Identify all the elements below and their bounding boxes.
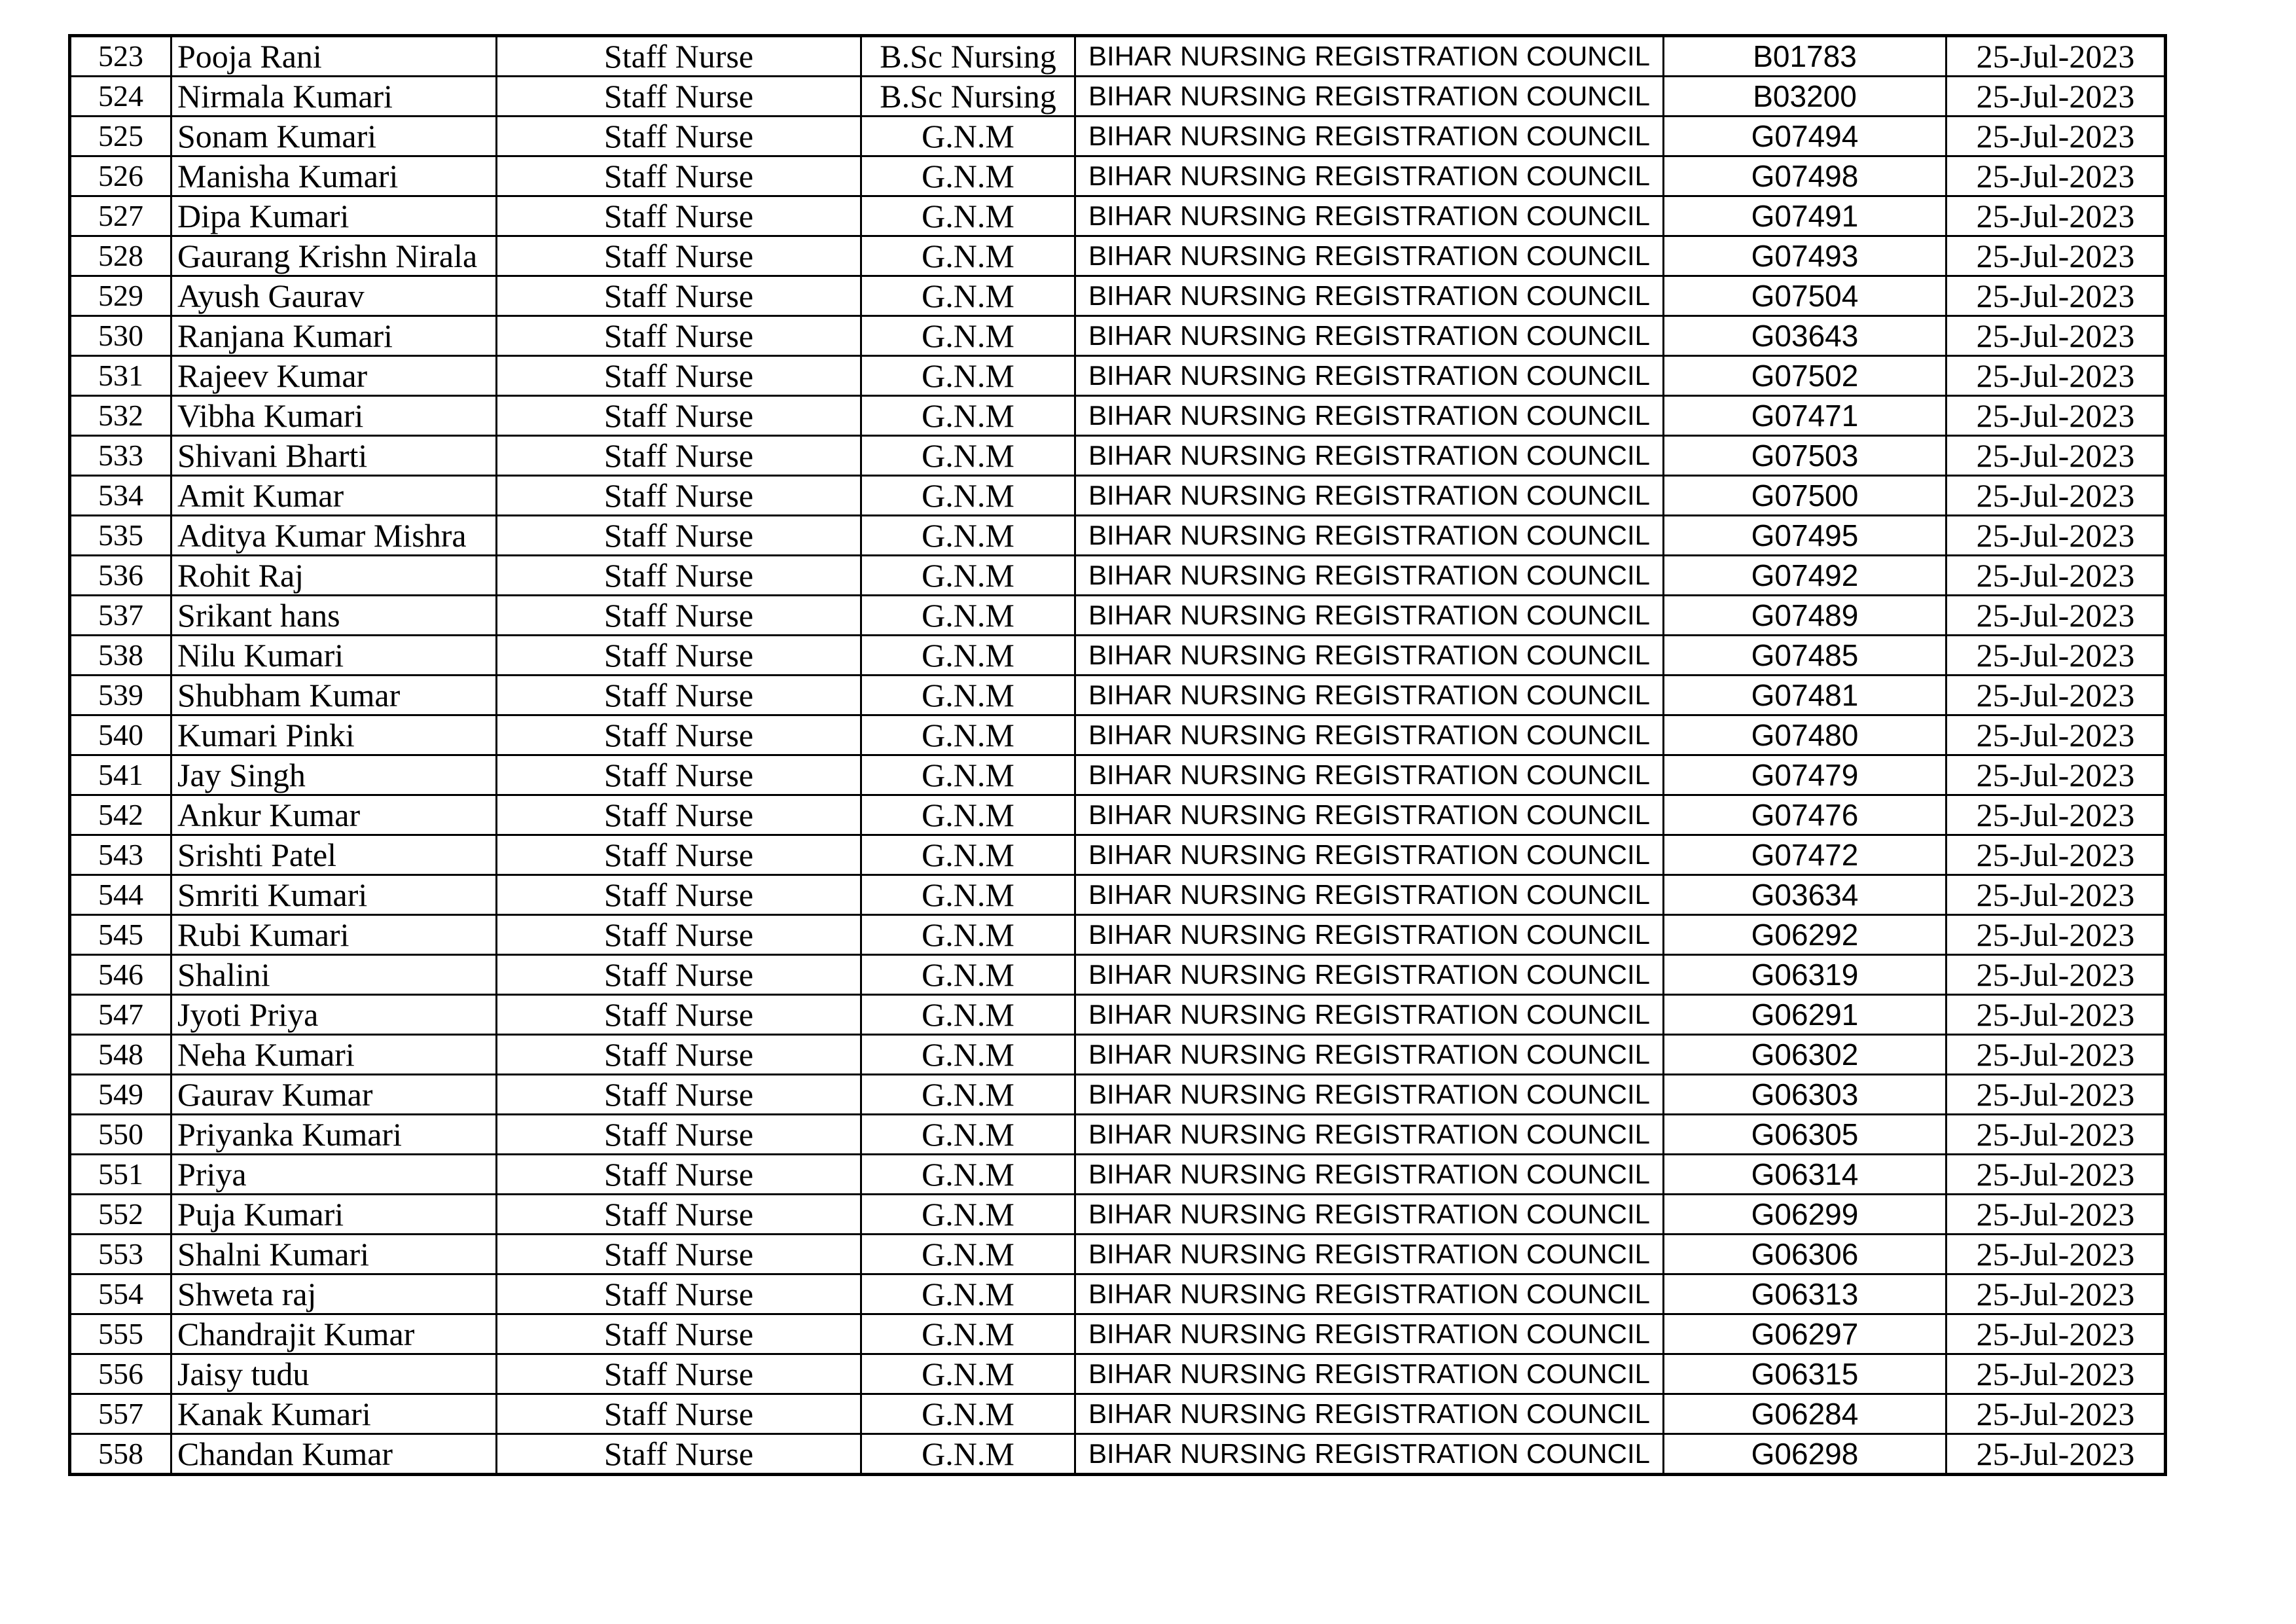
- table-row: [70, 117, 2166, 156]
- registration-number-cell: B01783: [1664, 36, 1946, 77]
- table-row: [70, 436, 2166, 476]
- council-cell: BIHAR NURSING REGISTRATION COUNCIL: [1075, 316, 1664, 356]
- date-cell: 25-Jul-2023: [1946, 755, 2166, 795]
- name-cell: Shalini: [171, 955, 497, 995]
- council-cell: BIHAR NURSING REGISTRATION COUNCIL: [1075, 1394, 1664, 1434]
- qualification-cell: G.N.M: [861, 715, 1075, 755]
- registration-number-cell: G06297: [1664, 1314, 1946, 1354]
- table-row: [70, 755, 2166, 795]
- name-cell: Dipa Kumari: [171, 196, 497, 236]
- table-row: [70, 636, 2166, 676]
- qualification-cell: G.N.M: [861, 556, 1075, 596]
- council-cell: BIHAR NURSING REGISTRATION COUNCIL: [1075, 955, 1664, 995]
- council-cell: BIHAR NURSING REGISTRATION COUNCIL: [1075, 1314, 1664, 1354]
- council-cell: BIHAR NURSING REGISTRATION COUNCIL: [1075, 476, 1664, 516]
- qualification-cell: G.N.M: [861, 1354, 1075, 1394]
- serial-number-cell: 550: [70, 1115, 171, 1155]
- name-cell: Amit Kumar: [171, 476, 497, 516]
- qualification-cell: G.N.M: [861, 915, 1075, 955]
- qualification-cell: G.N.M: [861, 875, 1075, 915]
- registration-number-cell: G03643: [1664, 316, 1946, 356]
- post-cell: Staff Nurse: [497, 875, 861, 915]
- name-cell: Shubham Kumar: [171, 676, 497, 715]
- qualification-cell: B.Sc Nursing: [861, 77, 1075, 117]
- name-cell: Rohit Raj: [171, 556, 497, 596]
- name-cell: Jay Singh: [171, 755, 497, 795]
- table-row: [70, 875, 2166, 915]
- registration-number-cell: G07494: [1664, 117, 1946, 156]
- name-cell: Kumari Pinki: [171, 715, 497, 755]
- serial-number-cell: 547: [70, 995, 171, 1035]
- name-cell: Chandan Kumar: [171, 1434, 497, 1475]
- registration-number-cell: G07502: [1664, 356, 1946, 396]
- council-cell: BIHAR NURSING REGISTRATION COUNCIL: [1075, 1235, 1664, 1274]
- council-cell: BIHAR NURSING REGISTRATION COUNCIL: [1075, 1274, 1664, 1314]
- council-cell: BIHAR NURSING REGISTRATION COUNCIL: [1075, 1434, 1664, 1475]
- qualification-cell: G.N.M: [861, 156, 1075, 196]
- qualification-cell: G.N.M: [861, 1314, 1075, 1354]
- council-cell: BIHAR NURSING REGISTRATION COUNCIL: [1075, 276, 1664, 316]
- table-row: [70, 516, 2166, 556]
- council-cell: BIHAR NURSING REGISTRATION COUNCIL: [1075, 156, 1664, 196]
- table-row: [70, 556, 2166, 596]
- name-cell: Gaurav Kumar: [171, 1075, 497, 1115]
- table-row: [70, 1155, 2166, 1195]
- table-row: [70, 316, 2166, 356]
- registration-number-cell: G07500: [1664, 476, 1946, 516]
- serial-number-cell: 543: [70, 835, 171, 875]
- date-cell: 25-Jul-2023: [1946, 1354, 2166, 1394]
- registration-number-cell: G06292: [1664, 915, 1946, 955]
- serial-number-cell: 557: [70, 1394, 171, 1434]
- name-cell: Shivani Bharti: [171, 436, 497, 476]
- post-cell: Staff Nurse: [497, 316, 861, 356]
- date-cell: 25-Jul-2023: [1946, 955, 2166, 995]
- council-cell: BIHAR NURSING REGISTRATION COUNCIL: [1075, 236, 1664, 276]
- date-cell: 25-Jul-2023: [1946, 1115, 2166, 1155]
- council-cell: BIHAR NURSING REGISTRATION COUNCIL: [1075, 1115, 1664, 1155]
- post-cell: Staff Nurse: [497, 755, 861, 795]
- table-row: [70, 835, 2166, 875]
- qualification-cell: G.N.M: [861, 596, 1075, 636]
- name-cell: Srikant hans: [171, 596, 497, 636]
- qualification-cell: G.N.M: [861, 276, 1075, 316]
- serial-number-cell: 546: [70, 955, 171, 995]
- table-row: [70, 676, 2166, 715]
- registration-number-cell: G06298: [1664, 1434, 1946, 1475]
- council-cell: BIHAR NURSING REGISTRATION COUNCIL: [1075, 1354, 1664, 1394]
- serial-number-cell: 538: [70, 636, 171, 676]
- registration-number-cell: G07492: [1664, 556, 1946, 596]
- table-row: [70, 1434, 2166, 1475]
- qualification-cell: G.N.M: [861, 955, 1075, 995]
- serial-number-cell: 531: [70, 356, 171, 396]
- table-row: [70, 276, 2166, 316]
- date-cell: 25-Jul-2023: [1946, 156, 2166, 196]
- registration-number-cell: G07481: [1664, 676, 1946, 715]
- registration-number-cell: G07493: [1664, 236, 1946, 276]
- name-cell: Shweta raj: [171, 1274, 497, 1314]
- serial-number-cell: 534: [70, 476, 171, 516]
- name-cell: Smriti Kumari: [171, 875, 497, 915]
- qualification-cell: G.N.M: [861, 1235, 1075, 1274]
- name-cell: Chandrajit Kumar: [171, 1314, 497, 1354]
- serial-number-cell: 549: [70, 1075, 171, 1115]
- registration-number-cell: G03634: [1664, 875, 1946, 915]
- qualification-cell: G.N.M: [861, 1434, 1075, 1475]
- post-cell: Staff Nurse: [497, 835, 861, 875]
- registration-number-cell: G06306: [1664, 1235, 1946, 1274]
- council-cell: BIHAR NURSING REGISTRATION COUNCIL: [1075, 436, 1664, 476]
- qualification-cell: B.Sc Nursing: [861, 36, 1075, 77]
- table-row: [70, 795, 2166, 835]
- registration-number-cell: G06299: [1664, 1195, 1946, 1235]
- date-cell: 25-Jul-2023: [1946, 1075, 2166, 1115]
- post-cell: Staff Nurse: [497, 795, 861, 835]
- post-cell: Staff Nurse: [497, 1155, 861, 1195]
- council-cell: BIHAR NURSING REGISTRATION COUNCIL: [1075, 1035, 1664, 1075]
- serial-number-cell: 537: [70, 596, 171, 636]
- date-cell: 25-Jul-2023: [1946, 1035, 2166, 1075]
- serial-number-cell: 558: [70, 1434, 171, 1475]
- qualification-cell: G.N.M: [861, 1394, 1075, 1434]
- date-cell: 25-Jul-2023: [1946, 36, 2166, 77]
- serial-number-cell: 526: [70, 156, 171, 196]
- date-cell: 25-Jul-2023: [1946, 715, 2166, 755]
- table-row: [70, 236, 2166, 276]
- qualification-cell: G.N.M: [861, 1115, 1075, 1155]
- date-cell: 25-Jul-2023: [1946, 1274, 2166, 1314]
- table-row: [70, 36, 2166, 77]
- registration-number-cell: G06313: [1664, 1274, 1946, 1314]
- name-cell: Priyanka Kumari: [171, 1115, 497, 1155]
- registration-number-cell: G07489: [1664, 596, 1946, 636]
- qualification-cell: G.N.M: [861, 995, 1075, 1035]
- name-cell: Ayush Gaurav: [171, 276, 497, 316]
- qualification-cell: G.N.M: [861, 396, 1075, 436]
- serial-number-cell: 532: [70, 396, 171, 436]
- date-cell: 25-Jul-2023: [1946, 1314, 2166, 1354]
- date-cell: 25-Jul-2023: [1946, 396, 2166, 436]
- post-cell: Staff Nurse: [497, 1195, 861, 1235]
- serial-number-cell: 556: [70, 1354, 171, 1394]
- council-cell: BIHAR NURSING REGISTRATION COUNCIL: [1075, 636, 1664, 676]
- qualification-cell: G.N.M: [861, 236, 1075, 276]
- registration-number-cell: G07495: [1664, 516, 1946, 556]
- date-cell: 25-Jul-2023: [1946, 995, 2166, 1035]
- table-row: [70, 476, 2166, 516]
- post-cell: Staff Nurse: [497, 556, 861, 596]
- serial-number-cell: 523: [70, 36, 171, 77]
- registration-number-cell: G07476: [1664, 795, 1946, 835]
- table-row: [70, 955, 2166, 995]
- post-cell: Staff Nurse: [497, 676, 861, 715]
- qualification-cell: G.N.M: [861, 835, 1075, 875]
- date-cell: 25-Jul-2023: [1946, 236, 2166, 276]
- table-row: [70, 1354, 2166, 1394]
- registration-number-cell: G06314: [1664, 1155, 1946, 1195]
- post-cell: Staff Nurse: [497, 1274, 861, 1314]
- date-cell: 25-Jul-2023: [1946, 676, 2166, 715]
- name-cell: Ranjana Kumari: [171, 316, 497, 356]
- post-cell: Staff Nurse: [497, 436, 861, 476]
- name-cell: Jyoti Priya: [171, 995, 497, 1035]
- serial-number-cell: 552: [70, 1195, 171, 1235]
- date-cell: 25-Jul-2023: [1946, 276, 2166, 316]
- council-cell: BIHAR NURSING REGISTRATION COUNCIL: [1075, 36, 1664, 77]
- registration-number-cell: G07480: [1664, 715, 1946, 755]
- serial-number-cell: 548: [70, 1035, 171, 1075]
- table-row: [70, 1394, 2166, 1434]
- table-row: [70, 156, 2166, 196]
- date-cell: 25-Jul-2023: [1946, 1155, 2166, 1195]
- serial-number-cell: 528: [70, 236, 171, 276]
- registration-number-cell: G06319: [1664, 955, 1946, 995]
- registration-number-cell: G07485: [1664, 636, 1946, 676]
- date-cell: 25-Jul-2023: [1946, 795, 2166, 835]
- qualification-cell: G.N.M: [861, 196, 1075, 236]
- council-cell: BIHAR NURSING REGISTRATION COUNCIL: [1075, 835, 1664, 875]
- table-row: [70, 356, 2166, 396]
- serial-number-cell: 524: [70, 77, 171, 117]
- council-cell: BIHAR NURSING REGISTRATION COUNCIL: [1075, 1195, 1664, 1235]
- post-cell: Staff Nurse: [497, 36, 861, 77]
- serial-number-cell: 530: [70, 316, 171, 356]
- serial-number-cell: 539: [70, 676, 171, 715]
- council-cell: BIHAR NURSING REGISTRATION COUNCIL: [1075, 915, 1664, 955]
- date-cell: 25-Jul-2023: [1946, 596, 2166, 636]
- name-cell: Aditya Kumar Mishra: [171, 516, 497, 556]
- name-cell: Manisha Kumari: [171, 156, 497, 196]
- qualification-cell: G.N.M: [861, 516, 1075, 556]
- registration-number-cell: G07472: [1664, 835, 1946, 875]
- name-cell: Rajeev Kumar: [171, 356, 497, 396]
- council-cell: BIHAR NURSING REGISTRATION COUNCIL: [1075, 1155, 1664, 1195]
- registration-number-cell: G07498: [1664, 156, 1946, 196]
- post-cell: Staff Nurse: [497, 516, 861, 556]
- qualification-cell: G.N.M: [861, 316, 1075, 356]
- council-cell: BIHAR NURSING REGISTRATION COUNCIL: [1075, 715, 1664, 755]
- date-cell: 25-Jul-2023: [1946, 436, 2166, 476]
- date-cell: 25-Jul-2023: [1946, 1195, 2166, 1235]
- table-row: [70, 1115, 2166, 1155]
- name-cell: Vibha Kumari: [171, 396, 497, 436]
- council-cell: BIHAR NURSING REGISTRATION COUNCIL: [1075, 676, 1664, 715]
- table-row: [70, 1235, 2166, 1274]
- date-cell: 25-Jul-2023: [1946, 316, 2166, 356]
- serial-number-cell: 529: [70, 276, 171, 316]
- post-cell: Staff Nurse: [497, 236, 861, 276]
- qualification-cell: G.N.M: [861, 117, 1075, 156]
- council-cell: BIHAR NURSING REGISTRATION COUNCIL: [1075, 396, 1664, 436]
- qualification-cell: G.N.M: [861, 476, 1075, 516]
- post-cell: Staff Nurse: [497, 1115, 861, 1155]
- registration-number-cell: G06284: [1664, 1394, 1946, 1434]
- serial-number-cell: 533: [70, 436, 171, 476]
- post-cell: Staff Nurse: [497, 596, 861, 636]
- table-body: [70, 36, 2166, 1475]
- post-cell: Staff Nurse: [497, 1314, 861, 1354]
- date-cell: 25-Jul-2023: [1946, 117, 2166, 156]
- post-cell: Staff Nurse: [497, 196, 861, 236]
- serial-number-cell: 555: [70, 1314, 171, 1354]
- table-row: [70, 995, 2166, 1035]
- post-cell: Staff Nurse: [497, 915, 861, 955]
- post-cell: Staff Nurse: [497, 476, 861, 516]
- name-cell: Gaurang Krishn Nirala: [171, 236, 497, 276]
- council-cell: BIHAR NURSING REGISTRATION COUNCIL: [1075, 596, 1664, 636]
- serial-number-cell: 525: [70, 117, 171, 156]
- table-row: [70, 715, 2166, 755]
- table-row: [70, 1314, 2166, 1354]
- table-row: [70, 1195, 2166, 1235]
- registration-number-cell: G07471: [1664, 396, 1946, 436]
- qualification-cell: G.N.M: [861, 356, 1075, 396]
- post-cell: Staff Nurse: [497, 356, 861, 396]
- registration-number-cell: G07503: [1664, 436, 1946, 476]
- post-cell: Staff Nurse: [497, 77, 861, 117]
- qualification-cell: G.N.M: [861, 636, 1075, 676]
- qualification-cell: G.N.M: [861, 1075, 1075, 1115]
- council-cell: BIHAR NURSING REGISTRATION COUNCIL: [1075, 356, 1664, 396]
- date-cell: 25-Jul-2023: [1946, 1434, 2166, 1475]
- post-cell: Staff Nurse: [497, 715, 861, 755]
- post-cell: Staff Nurse: [497, 1394, 861, 1434]
- post-cell: Staff Nurse: [497, 955, 861, 995]
- date-cell: 25-Jul-2023: [1946, 915, 2166, 955]
- registration-number-cell: G06305: [1664, 1115, 1946, 1155]
- date-cell: 25-Jul-2023: [1946, 556, 2166, 596]
- date-cell: 25-Jul-2023: [1946, 1235, 2166, 1274]
- council-cell: BIHAR NURSING REGISTRATION COUNCIL: [1075, 117, 1664, 156]
- table-row: [70, 196, 2166, 236]
- qualification-cell: G.N.M: [861, 1195, 1075, 1235]
- date-cell: 25-Jul-2023: [1946, 196, 2166, 236]
- serial-number-cell: 551: [70, 1155, 171, 1195]
- post-cell: Staff Nurse: [497, 1354, 861, 1394]
- date-cell: 25-Jul-2023: [1946, 636, 2166, 676]
- qualification-cell: G.N.M: [861, 436, 1075, 476]
- name-cell: Sonam Kumari: [171, 117, 497, 156]
- name-cell: Pooja Rani: [171, 36, 497, 77]
- date-cell: 25-Jul-2023: [1946, 476, 2166, 516]
- date-cell: 25-Jul-2023: [1946, 835, 2166, 875]
- name-cell: Rubi Kumari: [171, 915, 497, 955]
- name-cell: Jaisy tudu: [171, 1354, 497, 1394]
- qualification-cell: G.N.M: [861, 1274, 1075, 1314]
- post-cell: Staff Nurse: [497, 1075, 861, 1115]
- registration-number-cell: G07504: [1664, 276, 1946, 316]
- registration-table: [68, 34, 2167, 1476]
- name-cell: Nirmala Kumari: [171, 77, 497, 117]
- serial-number-cell: 542: [70, 795, 171, 835]
- qualification-cell: G.N.M: [861, 795, 1075, 835]
- registration-number-cell: G06303: [1664, 1075, 1946, 1115]
- serial-number-cell: 545: [70, 915, 171, 955]
- table-row: [70, 915, 2166, 955]
- serial-number-cell: 554: [70, 1274, 171, 1314]
- date-cell: 25-Jul-2023: [1946, 356, 2166, 396]
- council-cell: BIHAR NURSING REGISTRATION COUNCIL: [1075, 875, 1664, 915]
- table-row: [70, 596, 2166, 636]
- registration-number-cell: G06315: [1664, 1354, 1946, 1394]
- date-cell: 25-Jul-2023: [1946, 516, 2166, 556]
- council-cell: BIHAR NURSING REGISTRATION COUNCIL: [1075, 755, 1664, 795]
- post-cell: Staff Nurse: [497, 1434, 861, 1475]
- council-cell: BIHAR NURSING REGISTRATION COUNCIL: [1075, 556, 1664, 596]
- table-row: [70, 1035, 2166, 1075]
- council-cell: BIHAR NURSING REGISTRATION COUNCIL: [1075, 995, 1664, 1035]
- council-cell: BIHAR NURSING REGISTRATION COUNCIL: [1075, 795, 1664, 835]
- post-cell: Staff Nurse: [497, 1235, 861, 1274]
- serial-number-cell: 544: [70, 875, 171, 915]
- date-cell: 25-Jul-2023: [1946, 875, 2166, 915]
- council-cell: BIHAR NURSING REGISTRATION COUNCIL: [1075, 196, 1664, 236]
- council-cell: BIHAR NURSING REGISTRATION COUNCIL: [1075, 1075, 1664, 1115]
- registration-number-cell: B03200: [1664, 77, 1946, 117]
- name-cell: Priya: [171, 1155, 497, 1195]
- post-cell: Staff Nurse: [497, 156, 861, 196]
- qualification-cell: G.N.M: [861, 1035, 1075, 1075]
- registration-number-cell: G07491: [1664, 196, 1946, 236]
- name-cell: Puja Kumari: [171, 1195, 497, 1235]
- registration-number-cell: G07479: [1664, 755, 1946, 795]
- serial-number-cell: 540: [70, 715, 171, 755]
- council-cell: BIHAR NURSING REGISTRATION COUNCIL: [1075, 516, 1664, 556]
- qualification-cell: G.N.M: [861, 1155, 1075, 1195]
- table-row: [70, 1274, 2166, 1314]
- qualification-cell: G.N.M: [861, 755, 1075, 795]
- date-cell: 25-Jul-2023: [1946, 77, 2166, 117]
- registration-number-cell: G06291: [1664, 995, 1946, 1035]
- post-cell: Staff Nurse: [497, 636, 861, 676]
- name-cell: Neha Kumari: [171, 1035, 497, 1075]
- post-cell: Staff Nurse: [497, 276, 861, 316]
- council-cell: BIHAR NURSING REGISTRATION COUNCIL: [1075, 77, 1664, 117]
- post-cell: Staff Nurse: [497, 396, 861, 436]
- serial-number-cell: 536: [70, 556, 171, 596]
- table-row: [70, 396, 2166, 436]
- post-cell: Staff Nurse: [497, 117, 861, 156]
- name-cell: Nilu Kumari: [171, 636, 497, 676]
- serial-number-cell: 541: [70, 755, 171, 795]
- serial-number-cell: 535: [70, 516, 171, 556]
- serial-number-cell: 553: [70, 1235, 171, 1274]
- name-cell: Kanak Kumari: [171, 1394, 497, 1434]
- name-cell: Shalni Kumari: [171, 1235, 497, 1274]
- name-cell: Ankur Kumar: [171, 795, 497, 835]
- table-row: [70, 1075, 2166, 1115]
- post-cell: Staff Nurse: [497, 995, 861, 1035]
- name-cell: Srishti Patel: [171, 835, 497, 875]
- table-row: [70, 77, 2166, 117]
- post-cell: Staff Nurse: [497, 1035, 861, 1075]
- qualification-cell: G.N.M: [861, 676, 1075, 715]
- serial-number-cell: 527: [70, 196, 171, 236]
- registration-number-cell: G06302: [1664, 1035, 1946, 1075]
- date-cell: 25-Jul-2023: [1946, 1394, 2166, 1434]
